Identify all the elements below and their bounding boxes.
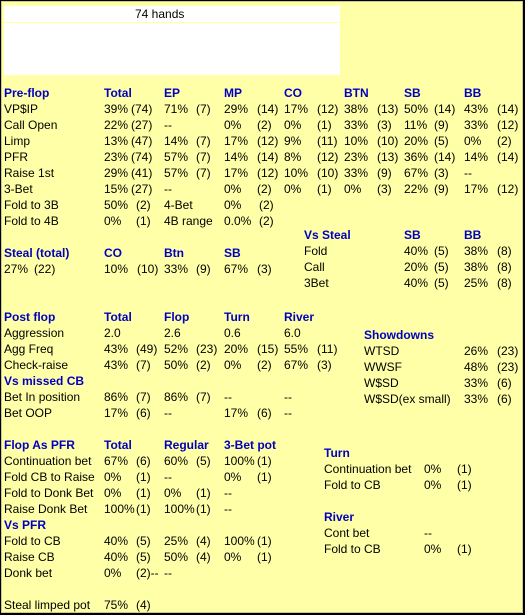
preflop-cell-count: (27) (131, 182, 153, 196)
vs-pfr-row-label: Donk bet (4, 566, 53, 580)
vs-steal-row-label: Call (304, 260, 325, 274)
preflop-extra-label: Fold to 3B (4, 198, 59, 212)
postflop-cell-count: (2) (196, 358, 211, 372)
vs-steal-header-bb: BB (464, 228, 482, 242)
postflop-cell-value: 55% (284, 342, 309, 356)
preflop-extra-count2: (2) (259, 214, 274, 228)
flop-pfr-count: (1) (257, 454, 272, 468)
flop-pfr-row-label: Fold to Donk Bet (4, 486, 94, 500)
preflop-extra-value2: 0% (224, 198, 242, 212)
steal-count: (9) (196, 262, 211, 276)
vs-steal-value: 38% (464, 244, 489, 258)
preflop-cell-value: 14% (224, 150, 249, 164)
preflop-cell-value: 15% (104, 182, 129, 196)
preflop-header-6: SB (404, 86, 421, 100)
vs-pfr-value: 40% (104, 550, 129, 564)
preflop-cell-count: (12) (497, 182, 519, 196)
flop-pfr-value: -- (224, 486, 232, 500)
preflop-cell-count: (12) (317, 102, 339, 116)
preflop-cell-count: (2) (257, 182, 272, 196)
vs-steal-count: (5) (434, 244, 449, 258)
postflop-cell-count: (2) (257, 358, 272, 372)
vs-pfr-count: (4) (196, 550, 211, 564)
preflop-cell-count: (12) (497, 118, 519, 132)
preflop-cell-value: 13% (104, 134, 129, 148)
preflop-header-5: BTN (344, 86, 369, 100)
flop-pfr-value: 100% (104, 502, 135, 516)
flop-pfr-count: (1) (136, 486, 151, 500)
preflop-cell-value: -- (164, 118, 172, 132)
postflop-cell-value: 0% (224, 358, 242, 372)
missed-cb-row-label: Bet In position (4, 390, 81, 404)
vs-steal-header: Vs Steal (304, 228, 351, 242)
preflop-extra-count2: (2) (259, 198, 274, 212)
postflop-cell-count: (23) (196, 342, 218, 356)
vs-steal-count: (8) (497, 276, 512, 290)
preflop-cell-value: 10% (344, 134, 369, 148)
vs-steal-count: (8) (497, 244, 512, 258)
preflop-cell-value: 71% (164, 102, 189, 116)
preflop-cell-count: (1) (317, 118, 332, 132)
flop-pfr-header-2: Regular (164, 438, 209, 452)
vs-pfr-value: 0% (224, 550, 242, 564)
flop-pfr-value: 0% (224, 470, 242, 484)
vs-pfr-count: (5) (136, 550, 151, 564)
preflop-cell-value: 17% (224, 166, 249, 180)
preflop-cell-count: (3) (434, 166, 449, 180)
preflop-cell-count: (47) (131, 134, 153, 148)
showdowns-header: Showdowns (364, 328, 434, 342)
preflop-cell-value: 29% (104, 166, 129, 180)
flop-pfr-value: 67% (104, 454, 129, 468)
postflop-header-2: Flop (164, 310, 190, 324)
showdown-value: 33% (464, 392, 489, 406)
flop-pfr-header-3: 3-Bet pot (224, 438, 276, 452)
flop-pfr-count: (1) (257, 470, 272, 484)
postflop-cell-count: (15) (257, 342, 279, 356)
vs-pfr-value: 50% (164, 550, 189, 564)
flop-pfr-value: -- (164, 470, 172, 484)
preflop-cell-count: (14) (434, 150, 456, 164)
preflop-cell-count: (74) (131, 150, 153, 164)
stats-panel (1, 1, 523, 613)
preflop-cell-count: (5) (434, 134, 449, 148)
vs-pfr-count: (2)-- (136, 566, 159, 580)
steal-header-2: Btn (164, 246, 184, 260)
vs-steal-value: 38% (464, 260, 489, 274)
vs-steal-count: (8) (497, 260, 512, 274)
river-row-label: Fold to CB (324, 542, 381, 556)
preflop-extra-label2: 4-Bet (164, 198, 193, 212)
showdown-count: (23) (497, 344, 519, 358)
showdown-row-label: WWSF (364, 360, 402, 374)
postflop-cell-count: (11) (317, 342, 338, 356)
vs-pfr-value: -- (164, 566, 172, 580)
turn-header: Turn (324, 446, 350, 460)
preflop-cell-count: (7) (196, 134, 211, 148)
preflop-cell-value: 50% (404, 102, 429, 116)
postflop-cell-count: (49) (136, 342, 158, 356)
vs-steal-count: (5) (434, 260, 449, 274)
postflop-cell-value: 43% (104, 342, 129, 356)
missed-cb-value: -- (224, 390, 232, 404)
missed-cb-value: 86% (164, 390, 189, 404)
preflop-header-0: Pre-flop (4, 86, 50, 100)
flop-pfr-header-1: Total (104, 438, 132, 452)
postflop-header-4: River (284, 310, 315, 324)
preflop-cell-value: 0% (224, 118, 242, 132)
preflop-cell-value: 43% (464, 102, 489, 116)
vs-pfr-header: Vs PFR (4, 518, 47, 532)
flop-pfr-value: 0% (104, 470, 122, 484)
missed-cb-count: (7) (136, 390, 151, 404)
flop-pfr-count: (1) (136, 470, 151, 484)
missed-cb-count: (6) (136, 406, 151, 420)
flop-pfr-row-label: Raise Donk Bet (4, 502, 88, 516)
turn-count: (1) (457, 462, 472, 476)
missed-cb-value: 86% (104, 390, 129, 404)
preflop-cell-count: (7) (196, 166, 211, 180)
preflop-cell-value: 67% (404, 166, 429, 180)
preflop-cell-count: (74) (131, 102, 153, 116)
preflop-cell-count: (2) (497, 134, 512, 148)
river-count: (1) (457, 542, 472, 556)
postflop-header-3: Turn (224, 310, 250, 324)
preflop-row-label: VP$IP (4, 102, 39, 116)
flop-pfr-value: 100% (224, 454, 255, 468)
preflop-cell-count: (12) (317, 150, 339, 164)
vs-pfr-value: 40% (104, 534, 129, 548)
preflop-cell-count: (7) (196, 102, 211, 116)
preflop-cell-count: (13) (377, 102, 399, 116)
preflop-cell-value: 23% (104, 150, 129, 164)
preflop-cell-value: 33% (464, 118, 489, 132)
vs-pfr-count: (5) (136, 534, 151, 548)
vs-missed-cb-header: Vs missed CB (4, 374, 85, 388)
postflop-cell-value: 67% (284, 358, 309, 372)
preflop-cell-count: (10) (317, 166, 339, 180)
postflop-cell-value: 52% (164, 342, 189, 356)
preflop-cell-value: 0% (344, 182, 362, 196)
turn-count: (1) (457, 478, 472, 492)
turn-row-label: Continuation bet (324, 462, 412, 476)
preflop-cell-count: (2) (257, 118, 272, 132)
steal-limped-count: (4) (136, 598, 151, 612)
preflop-cell-count: (14) (434, 102, 456, 116)
vs-pfr-count: (4) (196, 534, 211, 548)
preflop-cell-value: -- (464, 166, 472, 180)
showdown-count: (6) (497, 376, 512, 390)
preflop-cell-value: 23% (344, 150, 369, 164)
preflop-cell-value: 14% (464, 150, 489, 164)
preflop-extra-label2: 4B range (164, 214, 213, 228)
preflop-extra-label: Fold to 4B (4, 214, 59, 228)
missed-cb-count: (6) (257, 406, 272, 420)
preflop-cell-value: -- (164, 182, 172, 196)
preflop-cell-count: (27) (131, 118, 153, 132)
missed-cb-value: -- (284, 406, 292, 420)
flop-pfr-count: (1) (196, 486, 211, 500)
postflop-header-0: Post flop (4, 310, 56, 324)
preflop-cell-value: 0% (284, 118, 302, 132)
postflop-row-label: Check-raise (4, 358, 69, 372)
postflop-cell-count: (7) (136, 358, 151, 372)
steal-value: 10% (104, 262, 129, 276)
steal-value: 67% (224, 262, 249, 276)
preflop-cell-value: 29% (224, 102, 249, 116)
missed-cb-value: 17% (104, 406, 129, 420)
preflop-cell-value: 39% (104, 102, 129, 116)
postflop-row-label: Agg Freq (4, 342, 54, 356)
hands-count: 74 hands (135, 7, 185, 21)
flop-pfr-header-0: Flop As PFR (4, 438, 75, 452)
river-row-label: Cont bet (324, 526, 370, 540)
vs-pfr-value: 25% (164, 534, 189, 548)
preflop-cell-count: (12) (257, 134, 279, 148)
vs-steal-row-label: Fold (304, 244, 328, 258)
preflop-cell-count: (13) (377, 150, 399, 164)
preflop-header-7: BB (464, 86, 482, 100)
showdown-row-label: W$SD(ex small) (364, 392, 451, 406)
postflop-cell-value: 20% (224, 342, 249, 356)
preflop-cell-value: 17% (224, 134, 249, 148)
turn-row-label: Fold to CB (324, 478, 381, 492)
preflop-cell-value: 11% (404, 118, 428, 132)
postflop-row-label: Aggression (4, 326, 65, 340)
steal-header-1: CO (104, 246, 122, 260)
preflop-cell-value: 22% (104, 118, 129, 132)
postflop-cell-value: 2.0 (104, 326, 121, 340)
showdown-count: (6) (497, 392, 512, 406)
flop-pfr-value: 0% (164, 486, 182, 500)
river-value: -- (424, 526, 432, 540)
preflop-cell-count: (14) (257, 150, 279, 164)
showdown-value: 48% (464, 360, 489, 374)
preflop-cell-value: 33% (344, 118, 369, 132)
river-header: River (324, 510, 355, 524)
flop-pfr-row-label: Continuation bet (4, 454, 92, 468)
preflop-cell-count: (14) (257, 102, 279, 116)
preflop-cell-count: (3) (377, 182, 392, 196)
vs-steal-value: 40% (404, 276, 429, 290)
flop-pfr-value: 100% (164, 502, 195, 516)
preflop-extra-count: (1) (136, 214, 151, 228)
flop-pfr-row-label: Fold CB to Raise (4, 470, 95, 484)
vs-pfr-count: (1) (257, 534, 272, 548)
preflop-cell-value: 9% (284, 134, 302, 148)
vs-steal-value: 25% (464, 276, 489, 290)
missed-cb-value: 17% (224, 406, 249, 420)
preflop-row-label: PFR (4, 150, 28, 164)
preflop-header-1: Total (104, 86, 132, 100)
steal-header-0: Steal (total) (4, 246, 70, 260)
preflop-header-3: MP (224, 86, 242, 100)
vs-steal-header-sb: SB (404, 228, 421, 242)
preflop-cell-count: (1) (317, 182, 332, 196)
preflop-cell-count: (14) (497, 150, 519, 164)
vs-steal-value: 20% (404, 260, 429, 274)
flop-pfr-value: -- (224, 502, 232, 516)
preflop-cell-count: (14) (497, 102, 519, 116)
missed-cb-value: -- (164, 406, 172, 420)
postflop-cell-value: 6.0 (284, 326, 301, 340)
steal-header-3: SB (224, 246, 241, 260)
preflop-cell-value: 38% (344, 102, 369, 116)
river-value: 0% (424, 542, 442, 556)
turn-value: 0% (424, 462, 442, 476)
preflop-cell-count: (7) (196, 150, 211, 164)
steal-count: (22) (34, 262, 56, 276)
flop-pfr-count: (6) (136, 454, 151, 468)
showdown-count: (23) (497, 360, 519, 374)
vs-pfr-row-label: Fold to CB (4, 534, 61, 548)
steal-limped-label: Steal limped pot (4, 598, 91, 612)
preflop-cell-count: (11) (317, 134, 338, 148)
turn-value: 0% (424, 478, 442, 492)
preflop-cell-count: (41) (131, 166, 153, 180)
showdown-row-label: WTSD (364, 344, 400, 358)
flop-pfr-count: (1) (196, 502, 211, 516)
preflop-row-label: Raise 1st (4, 166, 55, 180)
notes-box (4, 23, 340, 75)
vs-pfr-value: 100% (224, 534, 255, 548)
postflop-cell-count: (3) (317, 358, 332, 372)
preflop-row-label: 3-Bet (4, 182, 33, 196)
flop-pfr-count: (1) (136, 502, 151, 516)
steal-count: (3) (257, 262, 272, 276)
steal-value: 27% (4, 262, 29, 276)
preflop-row-label: Call Open (4, 118, 58, 132)
preflop-cell-value: 10% (284, 166, 309, 180)
missed-cb-value: -- (284, 390, 292, 404)
vs-steal-row-label: 3Bet (304, 276, 329, 290)
missed-cb-row-label: Bet OOP (4, 406, 53, 420)
preflop-cell-value: 20% (404, 134, 429, 148)
preflop-extra-value: 50% (104, 198, 129, 212)
vs-steal-value: 40% (404, 244, 429, 258)
preflop-cell-count: (9) (434, 182, 449, 196)
missed-cb-count: (7) (196, 390, 211, 404)
vs-pfr-value: 0% (104, 566, 122, 580)
showdown-row-label: W$SD (364, 376, 399, 390)
preflop-cell-count: (10) (377, 134, 399, 148)
preflop-extra-value2: 0.0% (224, 214, 252, 228)
postflop-cell-value: 0.6 (224, 326, 241, 340)
preflop-extra-value: 0% (104, 214, 122, 228)
showdown-value: 33% (464, 376, 489, 390)
vs-pfr-count: (1) (257, 550, 272, 564)
preflop-cell-value: 33% (344, 166, 369, 180)
postflop-cell-value: 50% (164, 358, 189, 372)
preflop-header-2: EP (164, 86, 181, 100)
postflop-cell-value: 2.6 (164, 326, 181, 340)
preflop-cell-count: (3) (377, 118, 392, 132)
flop-pfr-value: 60% (164, 454, 189, 468)
preflop-extra-count: (2) (136, 198, 151, 212)
vs-steal-count: (5) (434, 276, 449, 290)
preflop-cell-value: 57% (164, 166, 189, 180)
vs-pfr-row-label: Raise CB (4, 550, 55, 564)
preflop-cell-count: (9) (377, 166, 392, 180)
preflop-cell-value: 17% (284, 102, 309, 116)
steal-value: 33% (164, 262, 189, 276)
preflop-cell-value: 14% (164, 134, 189, 148)
postflop-cell-value: 43% (104, 358, 129, 372)
preflop-header-4: CO (284, 86, 302, 100)
showdown-value: 26% (464, 344, 489, 358)
steal-count: (10) (137, 262, 159, 276)
preflop-cell-value: 22% (404, 182, 429, 196)
steal-limped-value: 75% (104, 598, 129, 612)
flop-pfr-count: (5) (196, 454, 211, 468)
preflop-cell-value: 57% (164, 150, 189, 164)
preflop-cell-value: 0% (284, 182, 302, 196)
preflop-cell-value: 17% (464, 182, 489, 196)
preflop-cell-count: (12) (257, 166, 279, 180)
postflop-header-1: Total (104, 310, 132, 324)
flop-pfr-value: 0% (104, 486, 122, 500)
preflop-cell-value: 8% (284, 150, 302, 164)
preflop-cell-value: 36% (404, 150, 429, 164)
preflop-row-label: Limp (4, 134, 31, 148)
preflop-cell-value: 0% (464, 134, 482, 148)
preflop-cell-count: (9) (434, 118, 449, 132)
preflop-cell-value: 0% (224, 182, 242, 196)
